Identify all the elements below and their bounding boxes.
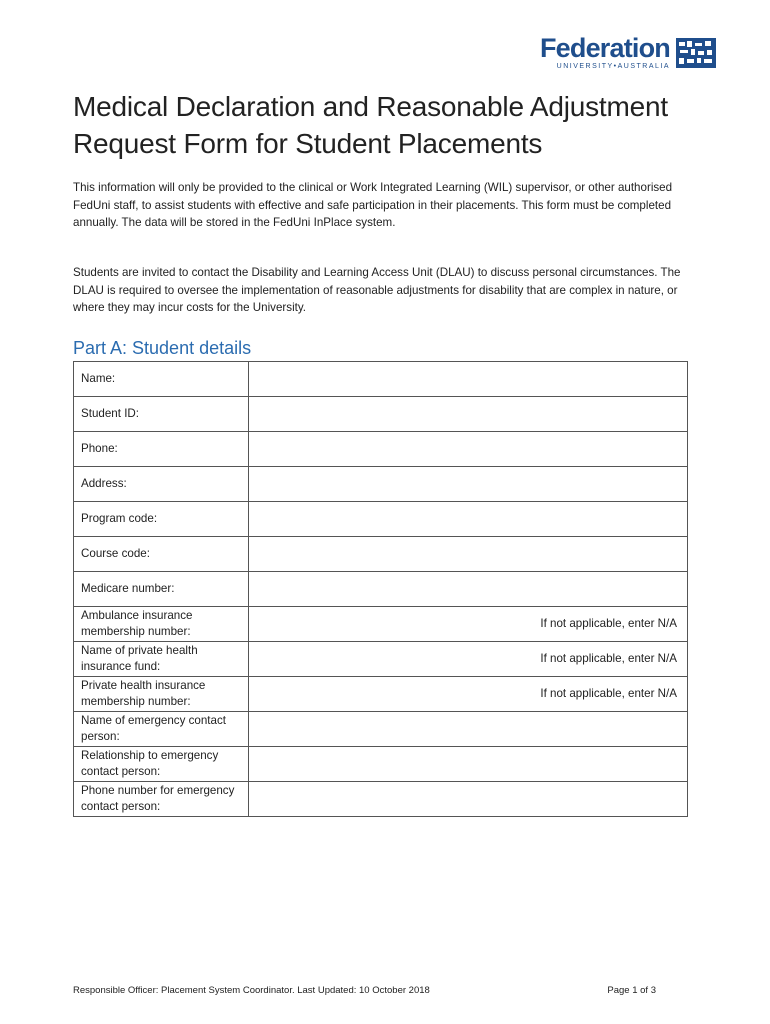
table-row: [74, 572, 688, 607]
federation-logo: [530, 33, 720, 75]
dlau-paragraph: Students are invited to contact the Disability and Learning Access Unit (DLAU) to discuss personal circumstances. The DLAU is required to oversee the implementation of reasonable adjustments for disability that are complex in nature, or where they may incur costs for the University.: [73, 266, 681, 314]
table-row: [74, 712, 688, 747]
field-label: Name:: [74, 362, 249, 397]
phone-field[interactable]: [249, 432, 688, 467]
table-row: [74, 642, 688, 677]
table-row: [74, 432, 688, 467]
field-label: Phone:: [74, 432, 249, 467]
health-fund-name-field[interactable]: If not applicable, enter N/A: [249, 642, 688, 677]
field-label: Course code:: [74, 537, 249, 572]
course-code-field[interactable]: [249, 537, 688, 572]
page-title: Medical Declaration and Reasonable Adjustment Request Form for Student Placements: [73, 91, 668, 159]
emergency-relationship-field[interactable]: [249, 747, 688, 782]
ambulance-membership-field[interactable]: If not applicable, enter N/A: [249, 607, 688, 642]
field-label: Private health insurance membership number:: [74, 677, 249, 712]
table-row: [74, 502, 688, 537]
table-row: [74, 537, 688, 572]
emergency-phone-field[interactable]: [249, 782, 688, 817]
logo-subtitle: UNIVERSITY•AUSTRALIA: [556, 63, 670, 70]
footer-responsible-officer: Responsible Officer: Placement System Coordinator. Last Updated: 10 October 2018: [73, 985, 430, 996]
table-row: [74, 677, 688, 712]
field-label: Name of private health insurance fund:: [74, 642, 249, 677]
table-row: [74, 467, 688, 502]
health-membership-field[interactable]: If not applicable, enter N/A: [249, 677, 688, 712]
field-label: Medicare number:: [74, 572, 249, 607]
table-row: [74, 362, 688, 397]
table-row: [74, 782, 688, 817]
name-field[interactable]: [249, 362, 688, 397]
address-field[interactable]: [249, 467, 688, 502]
field-label: Name of emergency contact person:: [74, 712, 249, 747]
table-row: [74, 747, 688, 782]
table-row: [74, 397, 688, 432]
logo-wordmark: Federation: [539, 33, 670, 63]
medicare-number-field[interactable]: [249, 572, 688, 607]
field-label: Relationship to emergency contact person:: [74, 747, 249, 782]
emergency-contact-name-field[interactable]: [249, 712, 688, 747]
logo-flag-icon: [676, 38, 716, 68]
footer-page-number: Page 1 of 3: [607, 985, 656, 996]
table-row: [74, 607, 688, 642]
field-label: Phone number for emergency contact person:: [74, 782, 249, 817]
intro-paragraph: This information will only be provided to the clinical or Work Integrated Learning (WIL) supervisor, or other authorised FedUni staff, to assist students with effective and safe participation in their placements. This form must be completed annually. The data will be stored in the FedUni InPlace system.: [73, 181, 673, 229]
field-label: Program code:: [74, 502, 249, 537]
field-label: Address:: [74, 467, 249, 502]
field-label: Ambulance insurance membership number:: [74, 607, 249, 642]
field-label: Student ID:: [74, 397, 249, 432]
part-a-heading: Part A: Student details: [73, 338, 252, 358]
student-id-field[interactable]: [249, 397, 688, 432]
student-details-table: [73, 361, 688, 817]
program-code-field[interactable]: [249, 502, 688, 537]
